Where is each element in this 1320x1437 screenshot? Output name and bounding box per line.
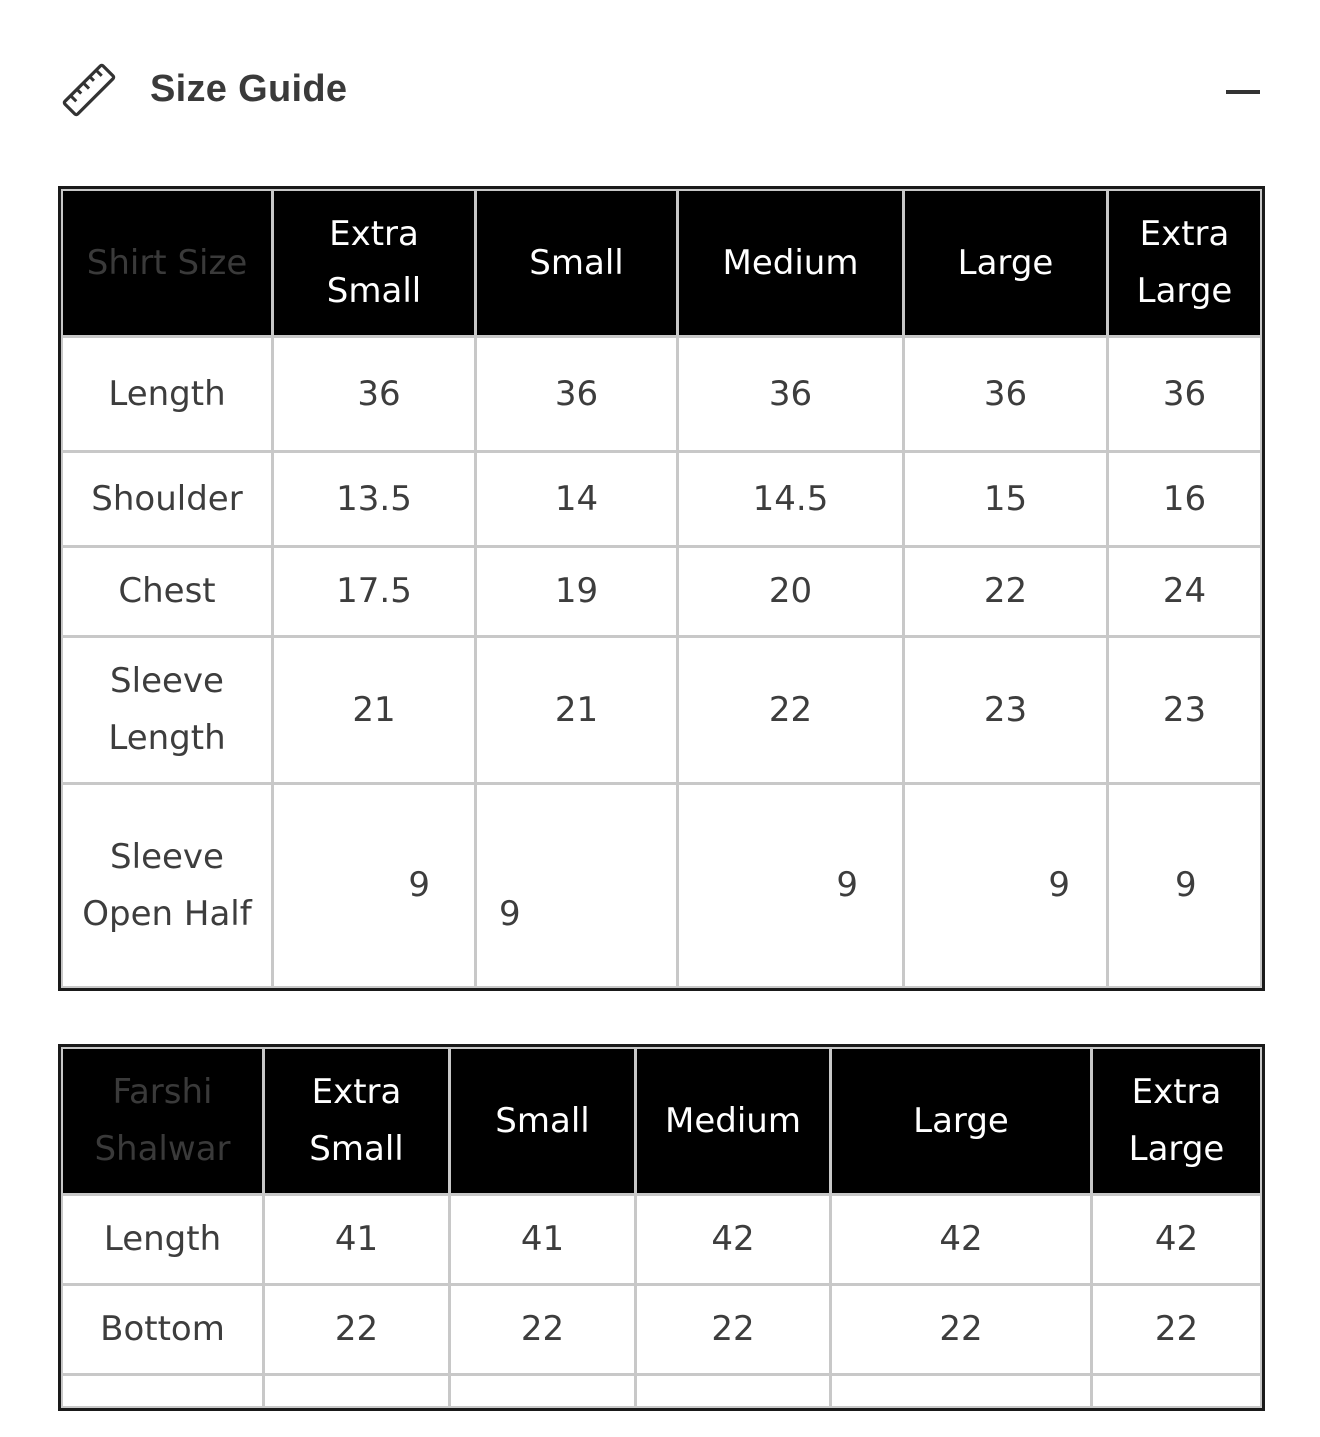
- table-cell: [1092, 1375, 1262, 1408]
- header-cell: Large: [831, 1048, 1092, 1195]
- header-cell: Small: [450, 1048, 636, 1195]
- size-guide-header[interactable]: [60, 58, 1260, 122]
- table-row: [62, 1375, 1262, 1408]
- table-cell: 41: [264, 1195, 450, 1285]
- table-header-row: [62, 1048, 1262, 1195]
- page-title: Size Guide: [150, 68, 348, 110]
- header-cell: Extra Small: [273, 190, 476, 337]
- row-label: Length: [62, 337, 273, 452]
- ruler-icon: [60, 61, 118, 119]
- table-cell: 22: [678, 637, 904, 784]
- row-label: Length: [62, 1195, 264, 1285]
- table-cell: 42: [1092, 1195, 1262, 1285]
- collapse-button[interactable]: [1226, 78, 1260, 106]
- table-cell: 9: [904, 784, 1108, 988]
- table-cell: 36: [476, 337, 678, 452]
- table-row: [62, 337, 1262, 452]
- header-cell: Extra Large: [1108, 190, 1262, 337]
- table-row: [62, 1195, 1262, 1285]
- table-row: [62, 784, 1262, 988]
- table-cell: 16: [1108, 452, 1262, 547]
- table-cell: 22: [831, 1285, 1092, 1375]
- table-row: [62, 452, 1262, 547]
- row-label: Chest: [62, 547, 273, 637]
- header-cell: Small: [476, 190, 678, 337]
- table-cell: [636, 1375, 831, 1408]
- row-label: Sleeve Open Half: [62, 784, 273, 988]
- row-label: Shoulder: [62, 452, 273, 547]
- table-row: [62, 1285, 1262, 1375]
- header-cell: Farshi Shalwar: [62, 1048, 264, 1195]
- table-cell: [831, 1375, 1092, 1408]
- header-cell: Medium: [678, 190, 904, 337]
- shalwar-size-table: [60, 1046, 1263, 1409]
- table-cell: 22: [904, 547, 1108, 637]
- table-cell: 15: [904, 452, 1108, 547]
- minus-icon: [1226, 90, 1260, 94]
- table-cell: 36: [1108, 337, 1262, 452]
- table-cell: 22: [636, 1285, 831, 1375]
- row-label: [62, 1375, 264, 1408]
- row-label: Bottom: [62, 1285, 264, 1375]
- table-cell: 9: [273, 784, 476, 988]
- table-cell: [450, 1375, 636, 1408]
- table-cell: [264, 1375, 450, 1408]
- table-header-row: [62, 190, 1262, 337]
- table-cell: 21: [273, 637, 476, 784]
- table-cell: 36: [273, 337, 476, 452]
- table-cell: 17.5: [273, 547, 476, 637]
- table-cell: 36: [904, 337, 1108, 452]
- table-cell: 21: [476, 637, 678, 784]
- table-row: [62, 637, 1262, 784]
- table-cell: 42: [636, 1195, 831, 1285]
- table-cell: 14: [476, 452, 678, 547]
- header-cell: Extra Large: [1092, 1048, 1262, 1195]
- row-label: Sleeve Length: [62, 637, 273, 784]
- table-cell: 24: [1108, 547, 1262, 637]
- table-cell: 9: [678, 784, 904, 988]
- table-cell: 23: [904, 637, 1108, 784]
- table-cell: 14.5: [678, 452, 904, 547]
- table-cell: 13.5: [273, 452, 476, 547]
- table-cell: 41: [450, 1195, 636, 1285]
- table-cell: [476, 784, 678, 988]
- table-cell: 9: [1108, 784, 1262, 988]
- table-cell: 36: [678, 337, 904, 452]
- table-cell: 22: [264, 1285, 450, 1375]
- table-row: [62, 547, 1262, 637]
- header-cell: Medium: [636, 1048, 831, 1195]
- header-cell: Shirt Size: [62, 190, 273, 337]
- table-cell: 22: [1092, 1285, 1262, 1375]
- table-cell: 20: [678, 547, 904, 637]
- header-cell: Extra Small: [264, 1048, 450, 1195]
- shirt-size-table: [60, 188, 1263, 989]
- table-cell: 19: [476, 547, 678, 637]
- header-cell: Large: [904, 190, 1108, 337]
- table-cell: 22: [450, 1285, 636, 1375]
- cell-value: 9: [499, 894, 521, 934]
- table-cell: 42: [831, 1195, 1092, 1285]
- table-cell: 23: [1108, 637, 1262, 784]
